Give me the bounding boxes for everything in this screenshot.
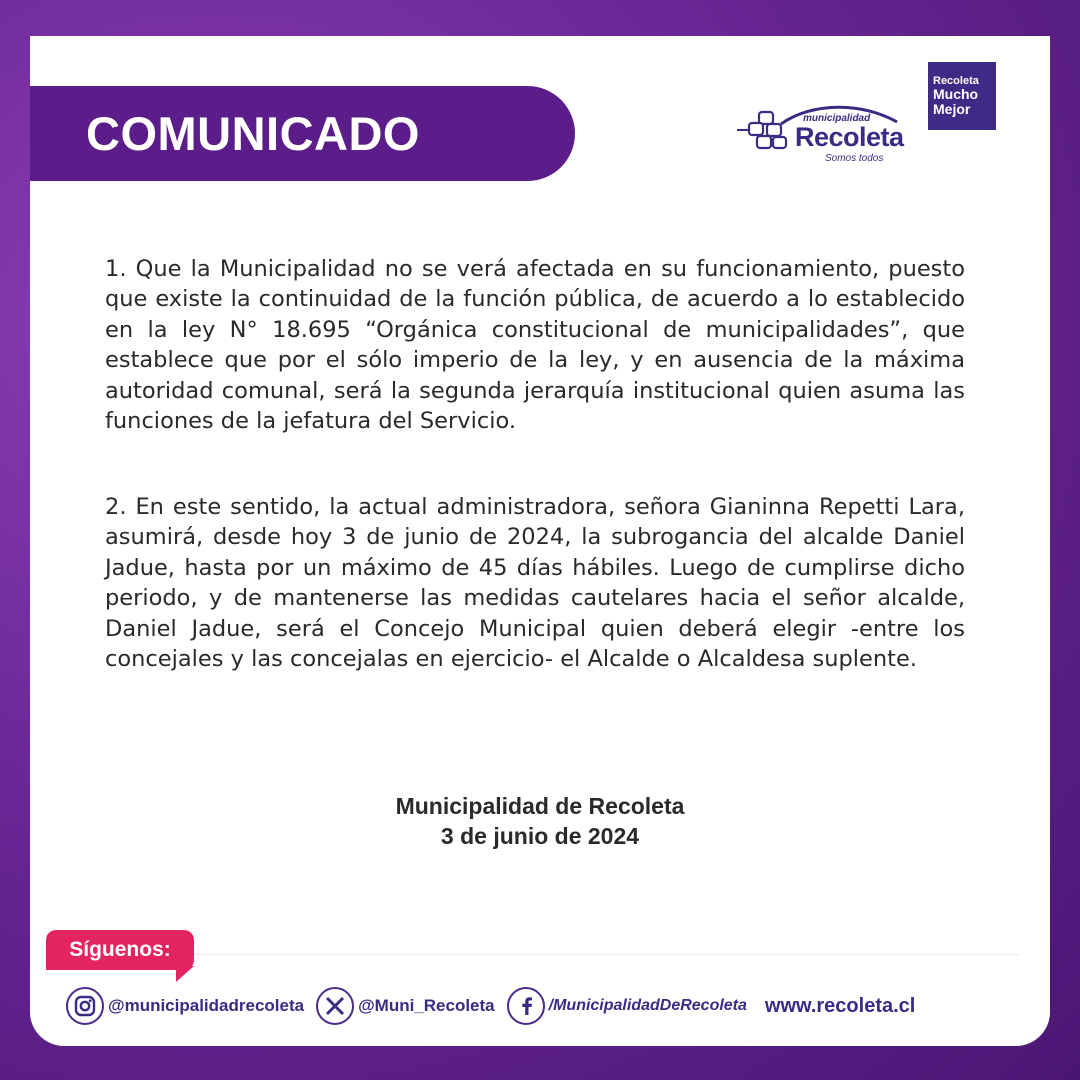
badge-line-3: Mejor <box>933 101 971 117</box>
logo-tagline: Somos todos <box>825 153 884 164</box>
x-link[interactable] <box>316 987 495 1025</box>
x-handle: @Muni_Recoleta <box>358 996 495 1015</box>
signature-org: Municipalidad de Recoleta <box>395 793 685 819</box>
badge-line-2: Mucho <box>933 86 979 102</box>
title-banner <box>30 86 575 181</box>
announcement-card <box>30 36 1050 1046</box>
social-links <box>66 986 915 1026</box>
follow-us-tag <box>46 930 194 970</box>
instagram-icon <box>66 987 104 1025</box>
signature-block <box>30 791 1050 851</box>
logo-squares-icon <box>737 106 799 162</box>
x-icon <box>316 987 354 1025</box>
municipality-logo <box>737 66 907 166</box>
instagram-handle: @municipalidadrecoleta <box>108 996 305 1015</box>
recoleta-mucho-mejor-badge <box>928 62 996 130</box>
page-title: COMUNICADO <box>86 107 420 160</box>
footer-divider <box>60 954 1020 955</box>
paragraph-2: 2. En este sentido, la actual administradora, señora Gianinna Repetti Lara, asumirá, desde hoy 3 de junio de 2024, la subrogancia del alcalde Daniel Jadue, hasta por un máximo de 45 días hábiles. Luego de cumplirse dicho periodo, y de mantenerse las medidas cautelares hacia el señor alcalde, Daniel Jadue, será el Concejo Municipal quien deberá elegir -entre los concejales y las concejalas en ejercicio- el Alcalde o Alcaldesa suplente. <box>105 494 965 673</box>
follow-us-label: Síguenos: <box>69 938 171 961</box>
signature-date: 3 de junio de 2024 <box>440 823 640 849</box>
facebook-icon <box>507 987 545 1025</box>
logo-name: Recoleta <box>795 122 904 152</box>
paragraph-1: 1. Que la Municipalidad no se verá afectada en su funcionamiento, puesto que existe la continuidad de la función pública, de acuerdo a lo establecido en la ley N° 18.695 “Orgánica constitucional de municipalidades”, que establece que por el sólo imperio de la ley, y en ausencia de la máxima autoridad comunal, será la segunda jerarquía institucional quien asuma las funciones de la jefatura del Servicio. <box>105 256 965 435</box>
instagram-link[interactable] <box>66 987 304 1025</box>
website-link[interactable]: www.recoleta.cl <box>764 994 916 1017</box>
follow-tag-tail <box>176 966 194 982</box>
badge-line-1: Recoleta <box>933 75 979 87</box>
logo-small-text: municipalidad <box>803 113 871 124</box>
facebook-link[interactable] <box>507 987 747 1025</box>
facebook-handle: /MunicipalidadDeRecoleta <box>548 997 747 1014</box>
